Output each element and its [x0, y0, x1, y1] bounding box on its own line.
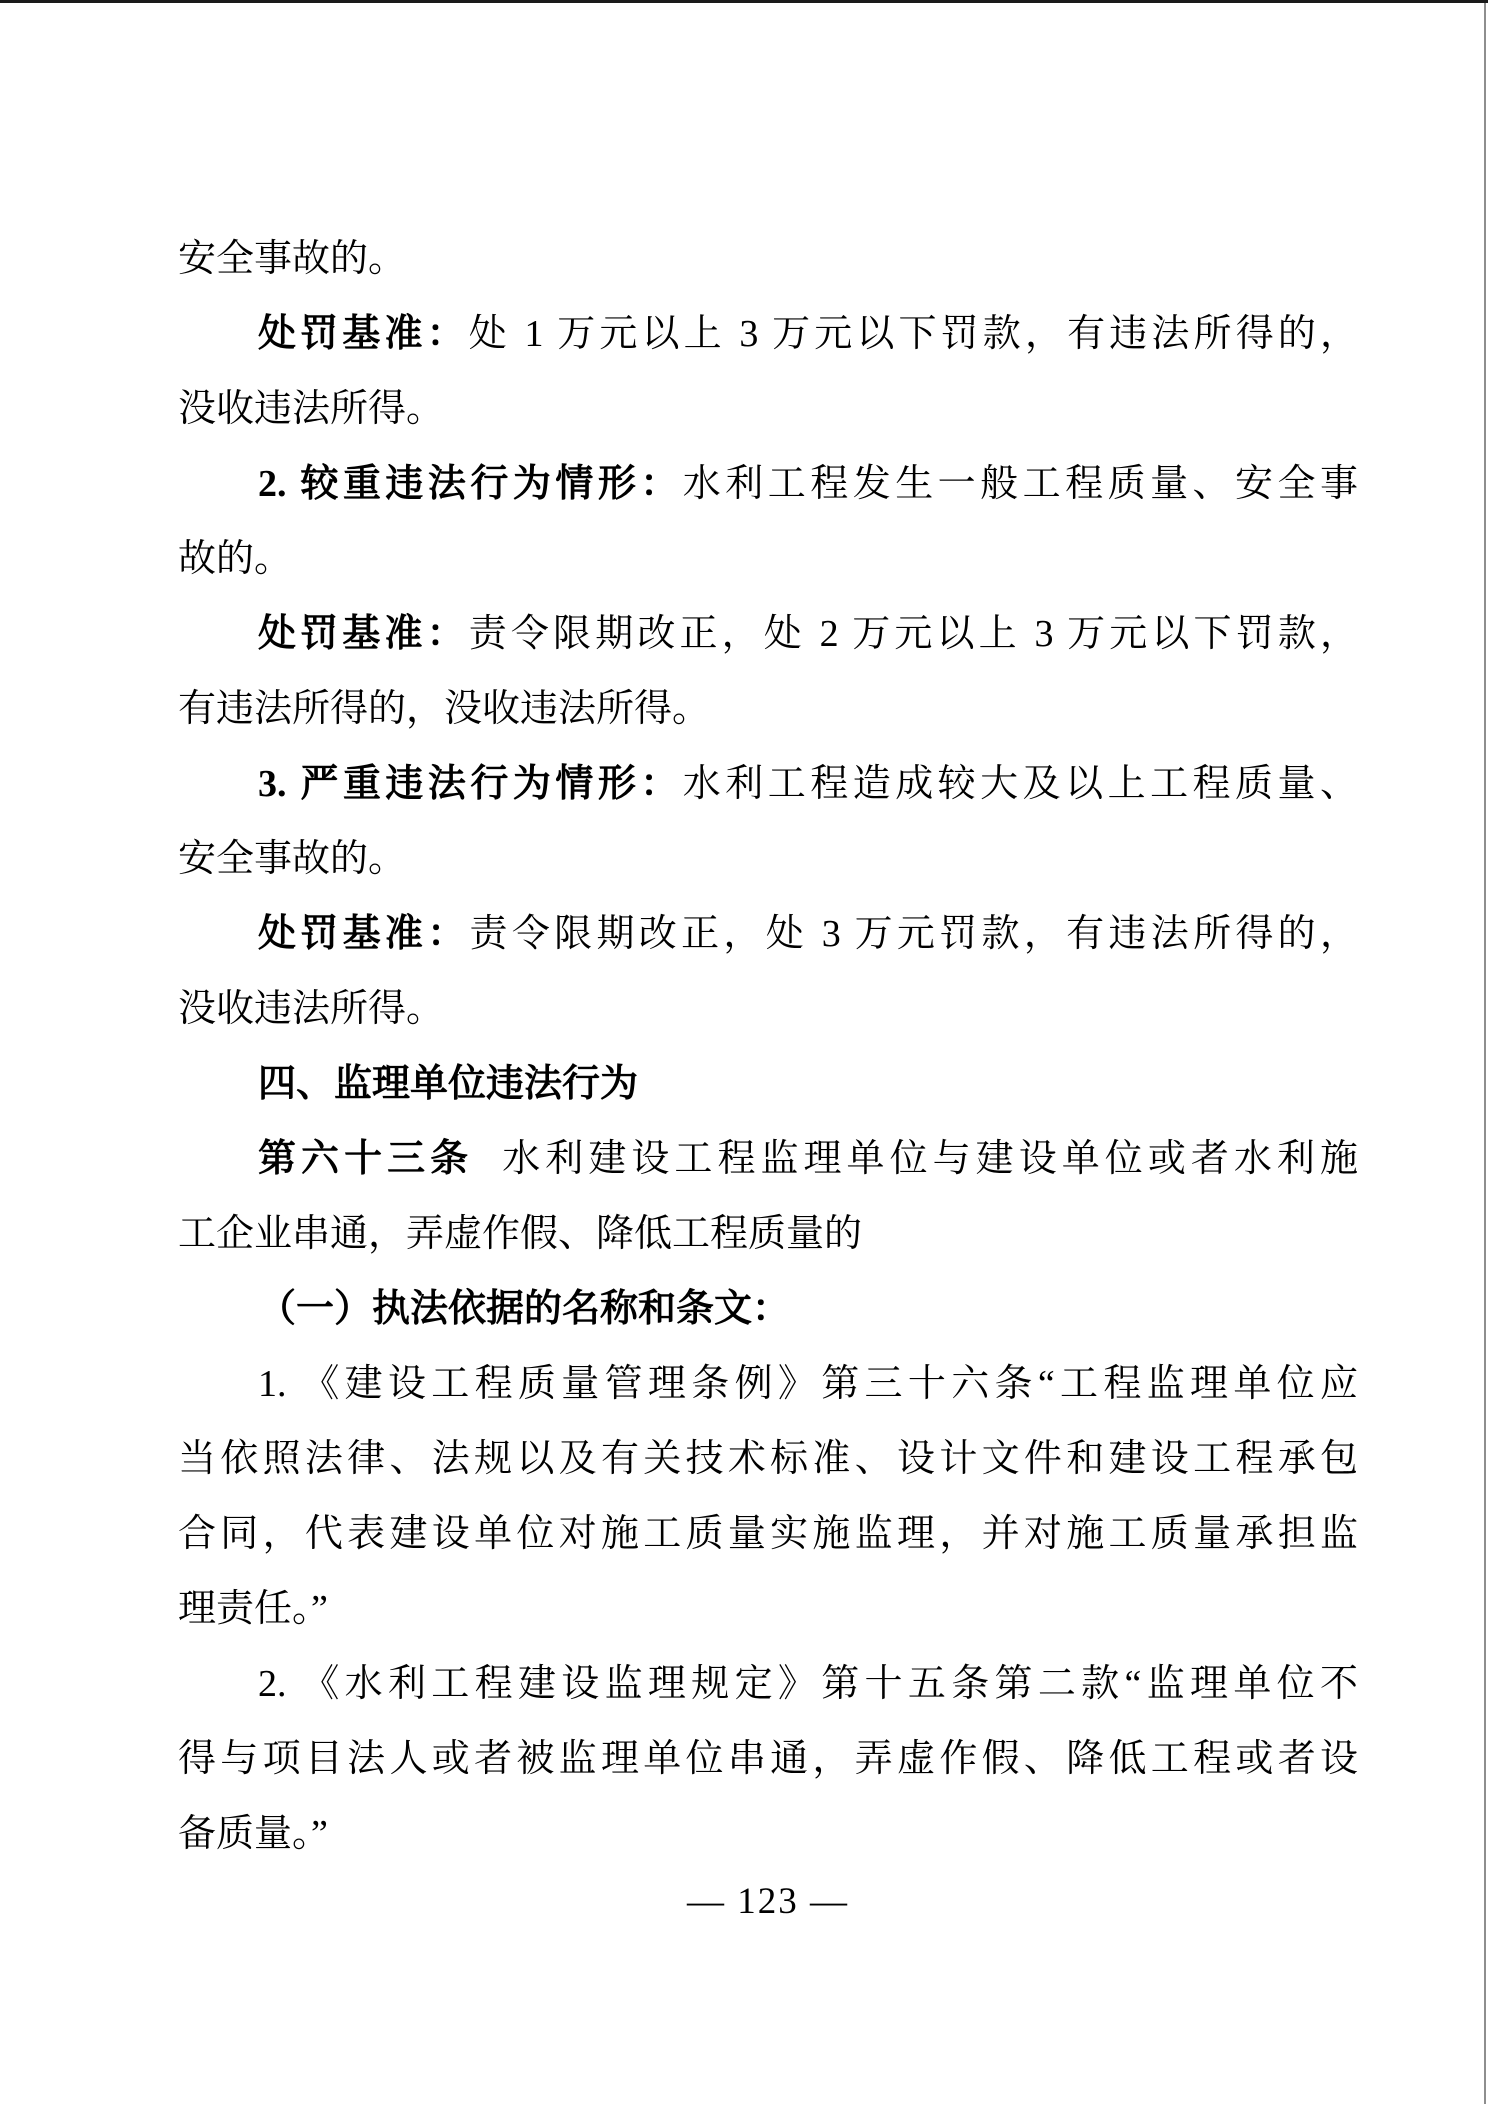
- text-segment: 理责任。”: [178, 1588, 328, 1630]
- text-line: [178, 1797, 1358, 1872]
- text-segment: 安全事故的。: [178, 838, 407, 880]
- text-line: [178, 1197, 1358, 1272]
- text-segment: 处罚基准：: [258, 313, 469, 355]
- text-line: [178, 1422, 1358, 1497]
- text-segment: 故的。: [178, 538, 293, 580]
- text-line: [178, 447, 1358, 522]
- text-segment: 处 1 万元以上 3 万元以下罚款，有违法所得的，: [468, 313, 1358, 355]
- page-top-border: [0, 0, 1488, 3]
- text-line: [178, 1647, 1358, 1722]
- text-segment: 责令限期改正，处 3 万元罚款，有违法所得的，: [469, 913, 1358, 955]
- text-segment: 得与项目法人或者被监理单位串通，弄虚作假、降低工程或者设: [178, 1738, 1358, 1780]
- document-body: [178, 222, 1358, 1872]
- text-line: [178, 1272, 1358, 1347]
- text-segment: 第六十三条: [258, 1138, 474, 1180]
- text-line: [178, 597, 1358, 672]
- text-segment: 安全事故的。: [178, 238, 407, 280]
- text-line: [178, 372, 1358, 447]
- text-segment: 责令限期改正，处 2 万元以上 3 万元以下罚款，: [468, 613, 1358, 655]
- text-line: [178, 897, 1358, 972]
- text-segment: 1. 《建设工程质量管理条例》第三十六条“工程监理单位应: [258, 1363, 1358, 1405]
- text-segment: 处罚基准：: [258, 613, 469, 655]
- page-right-border: [1484, 3, 1486, 2104]
- text-line: [178, 1122, 1358, 1197]
- text-segment: 没收违法所得。: [178, 388, 445, 430]
- text-line: [178, 1497, 1358, 1572]
- text-line: [178, 1047, 1358, 1122]
- text-segment: 四、监理单位违法行为: [258, 1063, 639, 1105]
- text-segment: 备质量。”: [178, 1813, 328, 1855]
- text-segment: （一）执法依据的名称和条文：: [258, 1288, 791, 1330]
- text-segment: 水利工程发生一般工程质量、安全事: [682, 463, 1358, 505]
- page-number: — 123 —: [687, 1881, 849, 1922]
- text-segment: 水利工程造成较大及以上工程质量、: [682, 763, 1358, 805]
- text-segment: 合同，代表建设单位对施工质量实施监理，并对施工质量承担监: [178, 1513, 1358, 1555]
- text-segment: 没收违法所得。: [178, 988, 445, 1030]
- text-segment: 水利建设工程监理单位与建设单位或者水利施: [473, 1138, 1358, 1180]
- text-segment: 有违法所得的，没收违法所得。: [178, 688, 711, 730]
- text-line: [178, 222, 1358, 297]
- text-segment: 3. 严重违法行为情形：: [258, 763, 683, 805]
- text-line: [178, 747, 1358, 822]
- text-line: [178, 1347, 1358, 1422]
- text-line: [178, 1572, 1358, 1647]
- text-line: [178, 1722, 1358, 1797]
- text-segment: 2. 《水利工程建设监理规定》第十五条第二款“监理单位不: [258, 1663, 1358, 1705]
- text-segment: 处罚基准：: [258, 913, 470, 955]
- text-line: [178, 972, 1358, 1047]
- text-line: [178, 822, 1358, 897]
- text-segment: 2. 较重违法行为情形：: [258, 463, 683, 505]
- text-line: [178, 297, 1358, 372]
- text-segment: 当依照法律、法规以及有关技术标准、设计文件和建设工程承包: [178, 1438, 1358, 1480]
- text-line: [178, 672, 1358, 747]
- text-line: [178, 522, 1358, 597]
- text-segment: 工企业串通，弄虚作假、降低工程质量的: [178, 1213, 863, 1255]
